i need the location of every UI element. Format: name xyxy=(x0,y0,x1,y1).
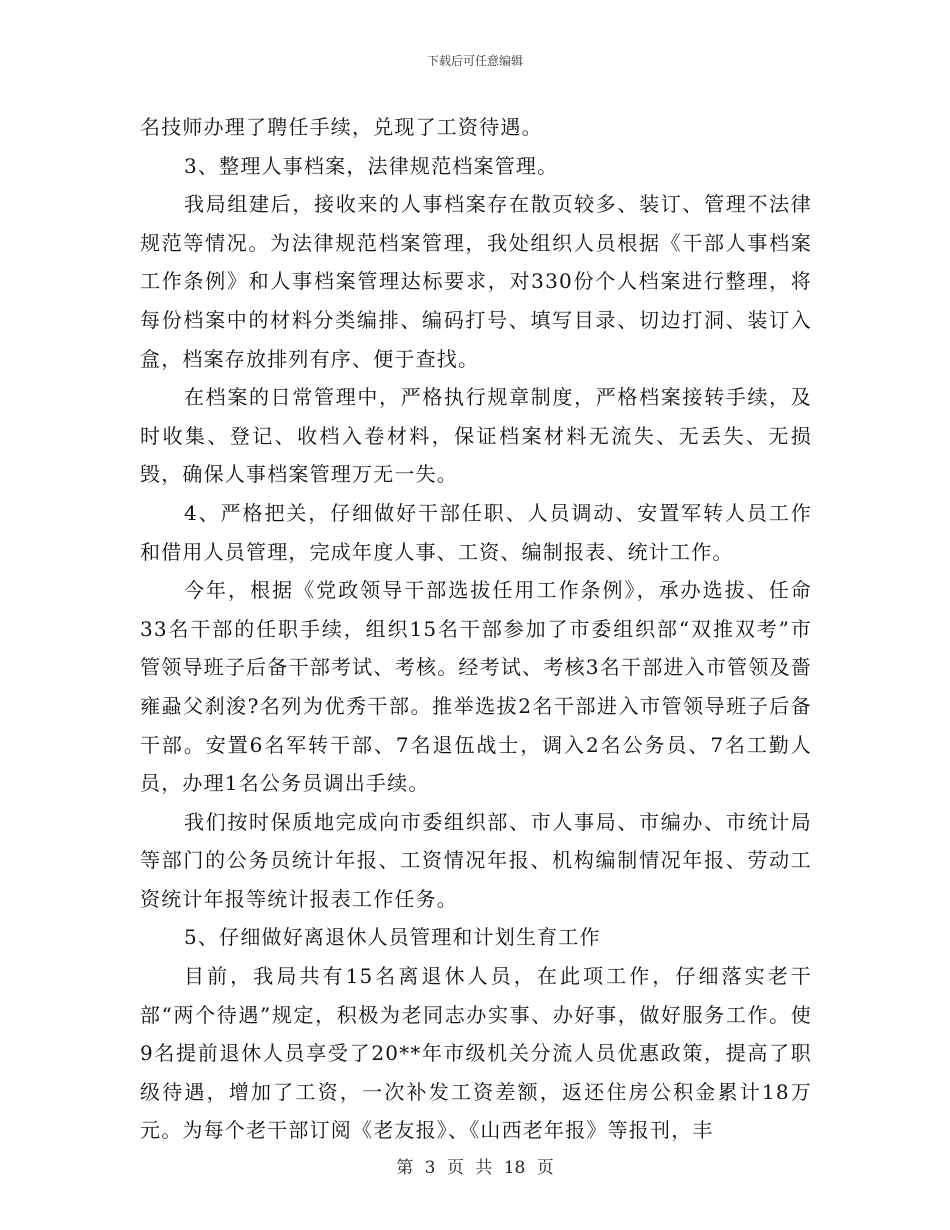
page-number: 第 3 页 共 18 页 xyxy=(396,1158,554,1178)
section-heading: 4、严格把关，仔细做好干部任职、人员调动、安置军转人员工作和借用人员管理，完成年度人事、工资、编制报表、统计工作。 xyxy=(140,500,812,564)
section-heading: 5、仔细做好离退休人员管理和计划生育工作 xyxy=(184,925,601,950)
paragraph: 我们按时保质地完成向市委组织部、市人事局、市编办、市统计局等部门的公务员统计年报、工资情况年报、机构编制情况年报、劳动工资统计年报等统计报表工作任务。 xyxy=(140,809,812,911)
document-body xyxy=(140,108,812,1150)
paragraph: 今年，根据《党政领导干部选拔任用工作条例》，承办选拔、任命33名干部的任职手续，组织15名干部参加了市委组织部“双推双考”市管领导班子后备干部考试、考核。经考试、考核3名干部进入市管领及嗇雍蝨父刹浚?名列为优秀干部。推举选拔2名干部进入市管领导班子后备干部。安置6名军转干部、7名退伍战士，调入2名公务员、7名工勤人员，办理1名公务员调出手续。 xyxy=(140,578,812,796)
page-header: 下载后可任意编辑 xyxy=(426,54,523,68)
paragraph: 目前，我局共有15名离退休人员，在此项工作，仔细落实老干部“两个待遇”规定，积极为老同志办实事、办好事，做好服务工作。使9名提前退休人员享受了20**年市级机关分流人员优惠政策，提高了职级待遇，增加了工资，一次补发工资差额，返还住房公积金累计18万元。为每个老干部订阅《老友报》、《山西老年报》等报刊，丰 xyxy=(140,964,812,1143)
paragraph: 名技师办理了聘任手续，兑现了工资待遇。 xyxy=(140,115,543,139)
paragraph: 我局组建后，接收来的人事档案存在散页较多、装订、管理不法律规范等情况。为法律规范档案管理，我处组织人员根据《干部人事档案工作条例》和人事档案管理达标要求，对330份个人档案进行整理，将每份档案中的材料分类编排、编码打号、填写目录、切边打洞、装订入盒，档案存放排列有序、便于查找。 xyxy=(140,192,812,371)
paragraph: 在档案的日常管理中，严格执行规章制度，严格档案接转手续，及时收集、登记、收档入卷材料，保证档案材料无流失、无丢失、无损毁，确保人事档案管理万无一失。 xyxy=(140,385,812,487)
section-heading: 3、整理人事档案，法律规范档案管理。 xyxy=(184,153,559,178)
